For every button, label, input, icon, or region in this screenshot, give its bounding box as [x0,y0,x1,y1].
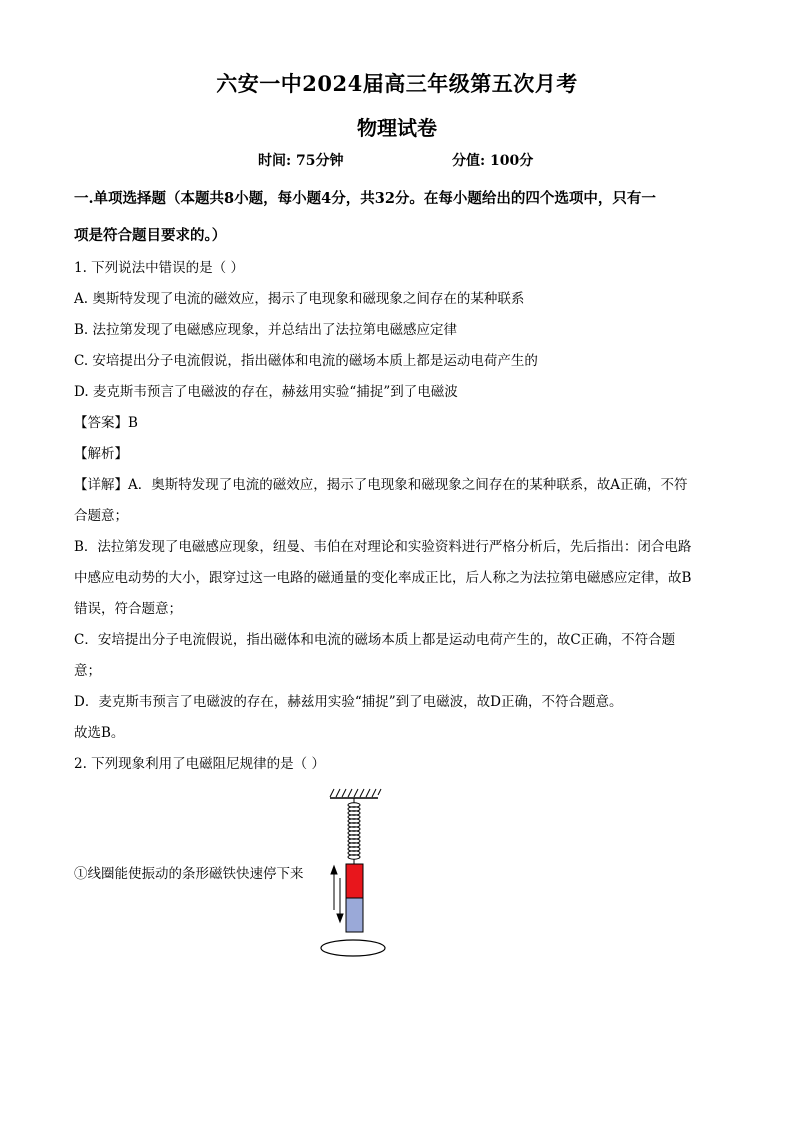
subject-title: 物理试卷 [357,116,437,140]
time-limit: 时间: 75分钟 [258,153,344,169]
q1-option-a: A. 奥斯特发现了电流的磁效应，揭示了电现象和磁现象之间存在的某种联系 [74,291,525,307]
spring-magnet-figure [318,786,390,962]
q1-detail-line: 中感应电动势的大小，跟穿过这一电路的磁通量的变化率成正比，后人称之为法拉第电磁感应定律，故B [74,570,692,586]
section-heading-line1: 一.单项选择题（本题共8小题，每小题4分，共32分。在每小题给出的四个选项中，只有一 [74,190,656,207]
q1-option-b: B. 法拉第发现了电磁感应现象，并总结出了法拉第电磁感应定律 [74,322,458,338]
q1-option-d: D. 麦克斯韦预言了电磁波的存在，赫兹用实验“捕捉”到了电磁波 [74,384,458,400]
section-heading-line2: 项是符合题目要求的。） [74,227,227,244]
q1-detail-line: B．法拉第发现了电磁感应现象，纽曼、韦伯在对理论和实验资料进行严格分析后，先后指出：闭合电路 [74,539,692,555]
q1-analysis-label: 【解析】 [74,446,128,462]
exam-title: 六安一中2024届高三年级第五次月考 [216,71,578,96]
spring [348,798,360,864]
total-score: 分值: 100分 [452,153,534,169]
q1-detail-line: 故选B。 [74,725,125,741]
q2-item1-label: ①线圈能使振动的条形磁铁快速停下来 [74,866,304,882]
q1-detail-line: 意； [74,663,101,679]
q1-detail-line: D．麦克斯韦预言了电磁波的存在，赫兹用实验“捕捉”到了电磁波，故D正确，不符合题意。 [74,694,623,710]
q1-stem: 1. 下列说法中错误的是（ ） [74,260,244,276]
magnet-north-half [346,864,363,898]
coil-ring [321,940,385,956]
q1-option-c: C. 安培提出分子电流假说，指出磁体和电流的磁场本质上都是运动电荷产生的 [74,353,538,369]
oscillation-arrows-icon [331,866,343,922]
q1-detail-line: 错误，符合题意； [74,601,182,617]
q2-stem: 2. 下列现象利用了电磁阻尼规律的是（ ） [74,756,325,772]
q1-detail-line: 【详解】A．奥斯特发现了电流的磁效应，揭示了电现象和磁现象之间存在的某种联系，故A正确，不符 [74,477,688,493]
magnet-south-half [346,898,363,932]
q1-answer: 【答案】B [74,415,138,431]
q1-detail-line: 合题意； [74,508,128,524]
ceiling-support [330,789,381,798]
q1-detail-line: C．安培提出分子电流假说，指出磁体和电流的磁场本质上都是运动电荷产生的，故C正确，不符合题 [74,632,676,648]
